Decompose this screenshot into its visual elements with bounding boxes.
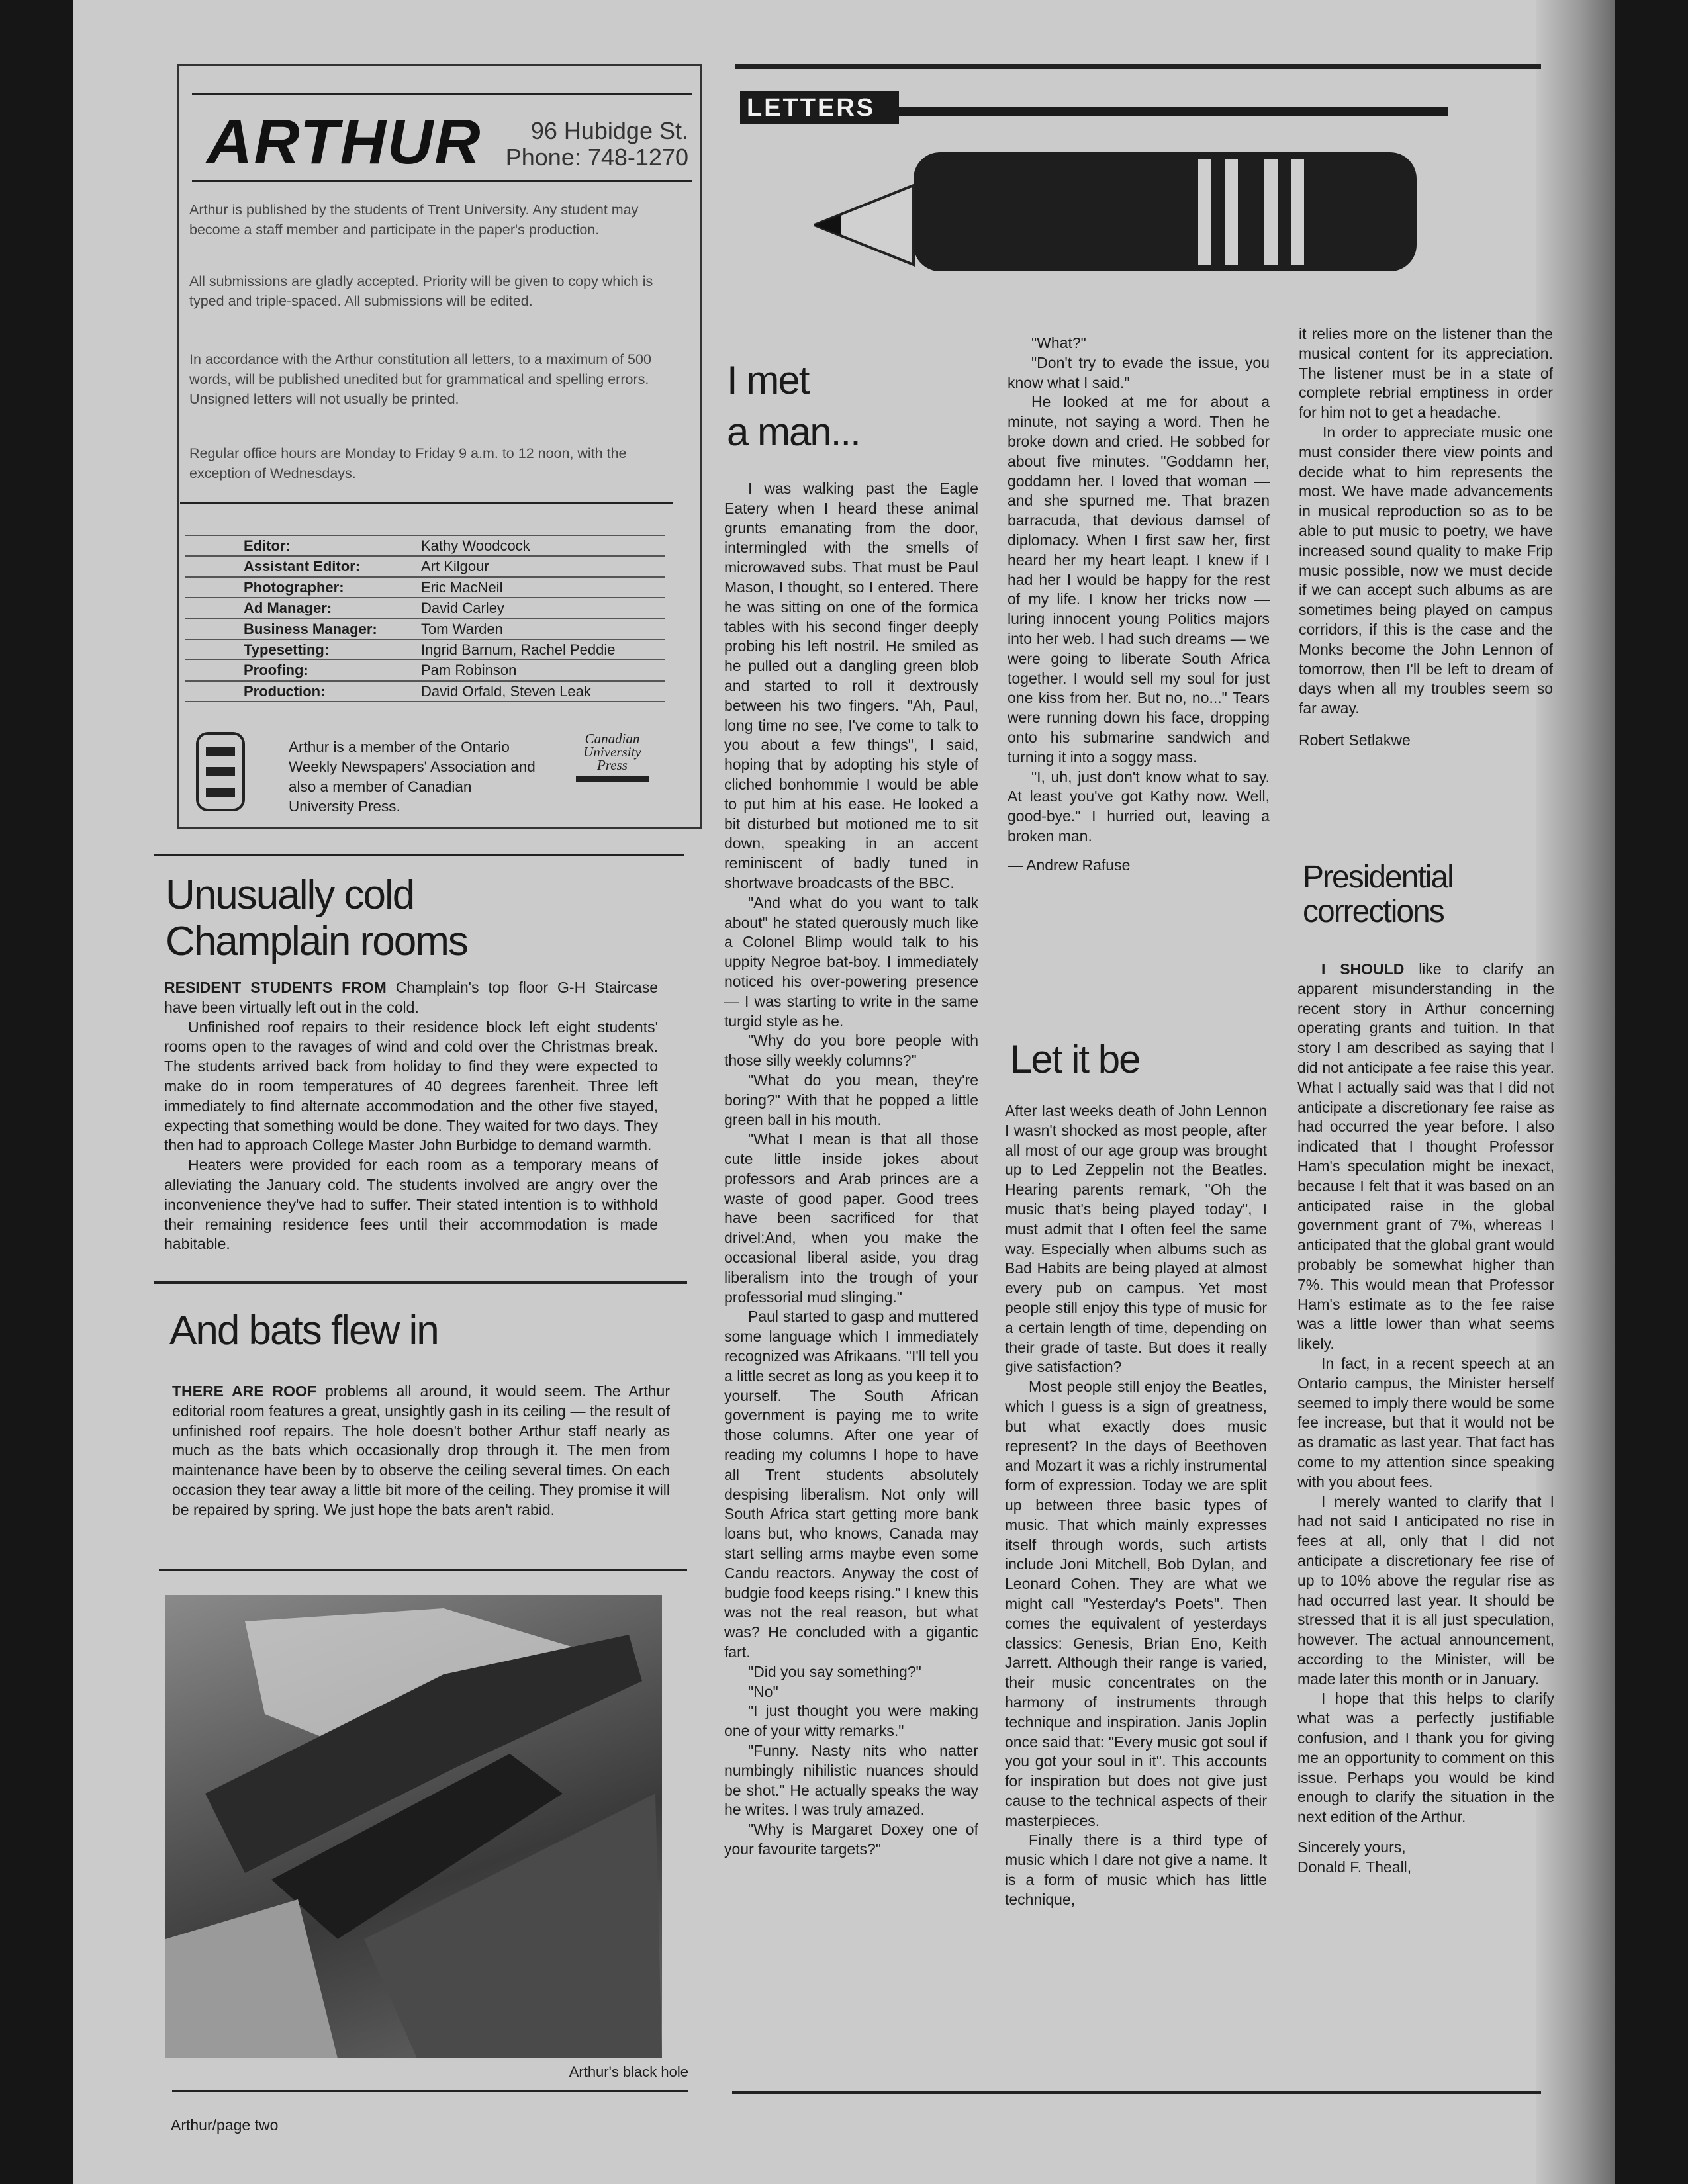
letitbe-paragraph: it relies more on the listener than the musical content for its appreciation. The listener must be in a state of complete rebrial emptiness in order for him not to get a headache. — [1299, 325, 1553, 422]
letitbe-paragraph: Finally there is a third type of music which I dare not give a name. It is a form of music which has little technique, — [1005, 1831, 1267, 1908]
champlain-lead: RESIDENT STUDENTS FROM — [164, 979, 387, 996]
imetaman-paragraph: "I, uh, just don't know what to say. At least you've got Kathy now. Well, good-bye." I hurried out, leaving a broken man. — [1008, 768, 1270, 844]
letters-banner-bar — [899, 107, 1448, 116]
section-rule — [154, 854, 684, 856]
presidential-body — [1297, 960, 1554, 1878]
presidential-lead: I SHOULD — [1321, 960, 1405, 978]
imetaman-signature: — Andrew Rafuse — [1008, 856, 1131, 874]
photo-caption: Arthur's black hole — [569, 2064, 688, 2080]
imetaman-paragraph: "Why do you bore people with those silly weekly columns?" — [724, 1032, 978, 1069]
bats-lead: THERE ARE ROOF — [172, 1383, 316, 1400]
champlain-p1: Champlain's top floor G-H Staircase have been virtually left out in the cold. — [164, 979, 658, 1016]
staff-row: Proofing: Pam Robinson — [185, 659, 665, 680]
staff-row: Business Manager: Tom Warden — [185, 618, 665, 639]
letters-top-rule — [735, 64, 1541, 69]
photo-illustration — [165, 1595, 662, 2058]
masthead-rule — [192, 180, 692, 182]
letters-section-label: LETTERS — [740, 91, 899, 124]
imetaman-paragraph: "What do you mean, they're boring?" With that he popped a little green ball in his mouth. — [724, 1071, 978, 1128]
membership-text: Arthur is a member of the Ontario Weekly Newspapers' Association and also a member of Canadian University Press. — [289, 739, 536, 815]
imetaman-paragraph: "Why is Margaret Doxey one of your favourite targets?" — [724, 1821, 978, 1858]
champlain-headline-line-1: Unusually cold — [165, 872, 414, 918]
roof-hole-photo — [165, 1595, 662, 2058]
imetaman-paragraph: I was walking past the Eagle Eatery when I heard these animal grunts emanating from the door, intermingled with the smells of microwaved subs. That must be Paul Mason, I thought, so I entered. There he was sitting on one of the formica tables with his second finger deeply probing his left nostril. He smiled as he pulled out a dangling green blob and started to roll it dextrously between his two fingers. "Ah, Paul, long time no see, I've come to talk to you about a few things", I said, hoping that by adopting his style of cliched bonhommie I would be able to put him at his ease. He looked a bit disturbed but motioned me to sit down, speaking in an accent reminiscent of badly tuned in shortwave broadcasts of the BBC. — [724, 480, 978, 891]
imetaman-paragraph: "Don't try to evade the issue, you know what I said." — [1008, 353, 1270, 391]
masthead-title: ARTHUR — [207, 107, 482, 177]
staff-row: Photographer: Eric MacNeil — [185, 576, 665, 597]
oww-logo-icon — [196, 732, 245, 811]
imetaman-paragraph: "What?" — [1031, 334, 1086, 351]
masthead-para-1: Arthur is published by the students of Trent University. Any student may become a staff member and participate in the paper's production. — [189, 202, 639, 238]
presidential-closing: Sincerely yours, — [1297, 1839, 1406, 1856]
presidential-paragraph: I hope that this helps to clarify what was a perfectly justifiable confusion, and I thank you for giving me an opportunity to comment on this issue. Perhaps you would be kind enough to clarify the situation in the next edition of the Arthur. — [1297, 1690, 1554, 1826]
staff-row: Ad Manager: David Carley — [185, 597, 665, 617]
champlain-body — [164, 978, 658, 1254]
imetaman-paragraph: Paul started to gasp and muttered some language which I immediately recognized was Afrikaans. "I'll tell you a little secret as long as you keep it to yourself. The South African government is paying me to write those columns. After one year of reading my columns I hope to have all Trent students absolutely despising liberalism. Not only will South Africa start getting more bank loans but, who knows, Canada may start selling arms maybe even some Candu reactors. Anyway the cost of budgie food keeps rising." I knew this was not the real reason, but what was? He concluded with a gigantic fart. — [724, 1308, 978, 1661]
footer-rule — [172, 2090, 688, 2092]
section-rule — [154, 1281, 687, 1284]
champlain-p3: Heaters were provided for each room as a temporary means of alleviating the January cold. The students involved are angry over the inconvenience they've had to suffer. Their stated intention is to withhold their remaining residence fees until their accommodation is made habitable. — [164, 1156, 658, 1253]
presidential-headline-line-1: Presidential — [1303, 860, 1453, 895]
bats-p1: problems all around, it would seem. The Arthur editorial room features a great, unsightly gash in its ceiling — the result of unfinished roof repairs. The hole doesn't bother Arthur staff nearly as much as the bats which occasionally drop through it. The men from maintenance have been by to observe the ceiling several times. On each occasion they tear away a little bit more of the ceiling. They promise it will be repaired by spring. We just hope the bats aren't rabid. — [172, 1383, 670, 1518]
imetaman-paragraph: "And what do you want to talk about" he stated querously much like a Colonel Blimp would talk to his uppity Negroe bat-boy. I immediately noticed his over-powering presence — I was starting to write in the same turgid style as he. — [724, 893, 978, 1030]
presidential-paragraph: I merely wanted to clarify that I had not said I anticipated no rise in fees at all, only that I did not anticipate a discretionary fee rise of up to 10% above the regular rise as had occurred last year. It should be stressed that it is all just speculation, however. The actual announcement, according to the Minister, will be made later this month or in January. — [1297, 1492, 1554, 1688]
staff-row: Production: David Orfald, Steven Leak — [185, 680, 665, 702]
phone-line: Phone: 748-1270 — [505, 144, 688, 171]
imetaman-headline-line-2: a man... — [727, 410, 860, 454]
page-folio: Arthur/page two — [171, 2116, 279, 2134]
imetaman-paragraph: "I just thought you were making one of your witty remarks." — [724, 1702, 978, 1740]
staff-row: Editor: Kathy Woodcock — [185, 535, 665, 555]
champlain-headline-line-2: Champlain rooms — [165, 919, 467, 964]
section-rule — [159, 1569, 687, 1571]
masthead-para-4: Regular office hours are Monday to Friday 9 a.m. to 12 noon, with the exception of Wednesdays. — [189, 445, 627, 481]
letitbe-body — [1005, 1101, 1267, 1910]
cup-logo-text: Canadian University Press — [583, 731, 641, 773]
bats-body — [172, 1382, 670, 1520]
presidential-headline-line-2: corrections — [1303, 894, 1444, 929]
pencil-icon — [814, 139, 1443, 291]
champlain-headline — [165, 872, 467, 965]
imetaman-headline-line-1: I met — [727, 358, 809, 402]
imetaman-col-1 — [724, 479, 978, 1860]
presidential-p1: like to clarify an apparent misunderstanding in the recent story in Arthur concerning operating grants and tuition. In that story I am described as saying that I did not anticipate a fee raise this year. What I actually said was that I did not anticipate a discretionary fee raise as had occurred the year before. I also indicated that I thought Professor Ham's speculation might be inexact, because I felt that it was based on an anticipated raise in the global government grant of 7%, whereas I anticipated that the global grant would probably be somewhat higher than 7%. This would mean that Professor Ham's estimate as to the fee raise was a little lower than what seems likely. — [1297, 960, 1555, 1353]
staff-row: Typesetting: Ingrid Barnum, Rachel Peddie — [185, 639, 665, 659]
imetaman-paragraph: "What I mean is that all those cute little inside jokes about professors and Arab princes are a waste of good paper. Good trees have been sacrificed for that drivel:And, when you make the occasional liberal aside, you drag liberalism into the trough of your professorial mud slinging." — [724, 1130, 978, 1306]
letitbe-paragraph: In order to appreciate music one must consider there view points and decide what to him represents the most. We have made advancements in musical reproduction so as to be able to put music to poetry, we have increased sound quality to make Frip music possible, now we must decide if we can accept such albums as are sometimes being played on campus corridors, if this is the case and the Monks become the John Lennon of tomorrow, then I'll be left to dream of days when all my troubles seem so far away. — [1299, 423, 1553, 717]
champlain-p2: Unfinished roof repairs to their residence block left eight students' rooms open to the ravages of wind and cold over the Christmas break. The students arrived back from holiday to find they were expected to make do in room temperatures of 40 degrees farenheit. Three left immediately to find alternate accommodation and the other five stayed, expecting that something would be done. They waited for two days. They then had to approach College Master John Burbidge to demand warmth. — [164, 1018, 658, 1154]
imetaman-col-2 — [1008, 334, 1270, 876]
letitbe-paragraph: Most people still enjoy the Beatles, which I guess is a sign of greatness, but what exactly does music represent? In the days of Beethoven and Mozart it was a richly instrumental form of expression. Today we are split up between three basic types of music. That which mainly expresses itself through words, such artists include Joni Mitchell, Bob Dylan, and Leonard Cohen. They are what we might call "Yesterday's Poets". Then comes the equivalent of yesterdays classics: Genesis, Brian Eno, Keith Jarrett. Although their range is varied, their music concentrates on the harmony of instruments through technique and inspiration. Janis Joplin once said that: "Every music got soul if you got your soul in it". This accounts for inspiration but does not give just cause to the technical aspects of their masterpieces. — [1005, 1378, 1267, 1829]
imetaman-paragraph: "Funny. Nasty nits who natter numbingly nihilistic nuances should be shot." He actually speaks the way he writes. I was truly amazed. — [724, 1742, 978, 1819]
masthead-rule-2 — [180, 502, 673, 504]
letitbe-headline: Let it be — [1010, 1037, 1140, 1081]
letitbe-signature: Robert Setlakwe — [1299, 731, 1411, 749]
presidential-headline — [1303, 860, 1453, 929]
presidential-signature: Donald F. Theall, — [1297, 1858, 1412, 1876]
masthead-top-rule — [192, 93, 692, 95]
masthead-address — [490, 118, 688, 171]
letters-bottom-rule — [732, 2091, 1541, 2094]
staff-row: Assistant Editor: Art Kilgour — [185, 555, 665, 576]
bats-headline: And bats flew in — [169, 1308, 438, 1353]
masthead-para-3: In accordance with the Arthur constitution all letters, to a maximum of 500 words, will be published unedited but for grammatical and spelling errors. Unsigned letters will not usually be printed. — [189, 351, 651, 407]
imetaman-headline — [727, 355, 860, 458]
letitbe-paragraph: After last weeks death of John Lennon I wasn't shocked as most people, after all most of our age group was brought up to Led Zeppelin not the Beatles. Hearing parents remark, "Oh the music that's being played today", I must admit that I often feel the same way. Especially when albums such as Bad Habits are being played at almost every pub on campus. Yet most people still enjoy this type of music for a certain length of time, depending on their grade of taste. But does it really give satisfaction? — [1005, 1102, 1267, 1376]
letitbe-continued — [1299, 324, 1553, 751]
presidential-paragraph: In fact, in a recent speech at an Ontario campus, the Minister herself seemed to imply there would be some fee increase, but that it would not be as dramatic as last year. That fact has come to my attention since speaking with you about fees. — [1297, 1354, 1554, 1490]
masthead-para-2: All submissions are gladly accepted. Priority will be given to copy which is typed and triple-spaced. All submissions will be edited. — [189, 273, 653, 309]
cup-logo — [576, 732, 649, 782]
imetaman-paragraph: "Did you say something?" — [748, 1662, 921, 1680]
imetaman-paragraph: "No" — [748, 1682, 778, 1700]
imetaman-paragraph: He looked at me for about a minute, not saying a word. Then he broke down and cried. He sobbed for about five minutes. "Goddamn her, goddamn her. I loved that woman — and she spurned me. That brazen barracuda, that devious damsel of diplomacy. When I first saw her, first heard her my heart leapt. I knew if I had her I would be happy for the rest of my life. I know her tricks now — luring innocent young Politics majors into her web. I had such dreams — we were going to liberate South Africa together. I would sell my soul for just one kiss from her. But no, no..." Tears were running down his face, dropping onto his submarine sandwich and turning it into a soggy mass. — [1008, 393, 1270, 766]
address-line: 96 Hubidge St. — [530, 117, 688, 144]
staff-list — [185, 535, 665, 702]
